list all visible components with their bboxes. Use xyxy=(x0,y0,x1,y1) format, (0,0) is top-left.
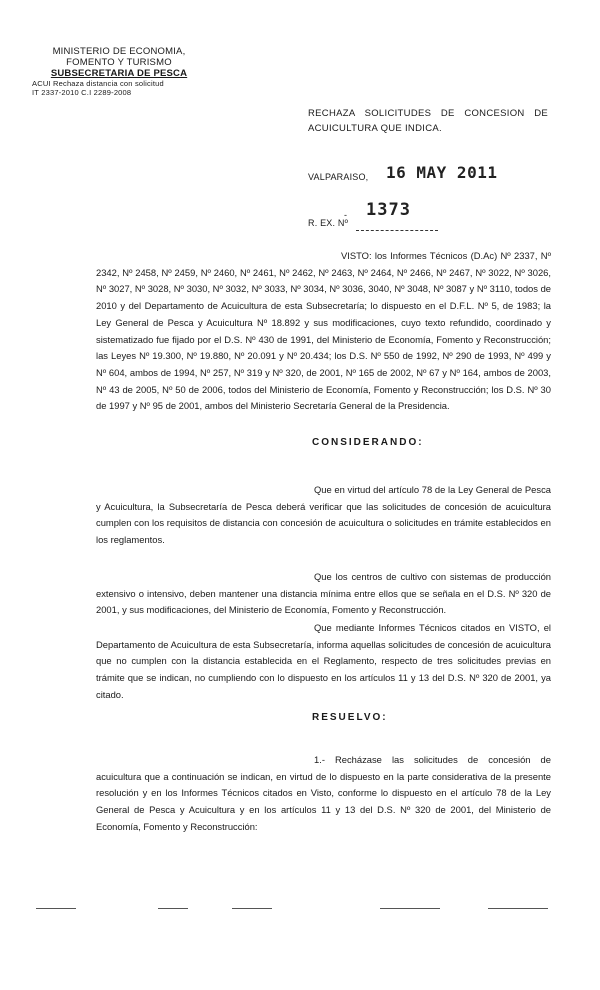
considerando-paragraph-1: Que en virtud del artículo 78 de la Ley General de Pesca y Acuicultura, la Subsecretaría de Pesca deberá verificar que las solicitudes de concesión de acuicultura cumplen con los requisitos de distancia con concesión de acuicultura o solicitudes en trámite establecidos en los reglamentos. xyxy=(96,484,551,546)
resolution-dash: - xyxy=(344,210,347,220)
resolution-underline xyxy=(356,230,438,231)
letterhead xyxy=(24,46,214,97)
visto-paragraph: VISTO: los Informes Técnicos (D.Ac) Nº 2337, Nº 2342, Nº 2458, Nº 2459, Nº 2460, Nº 2461, Nº 2462, Nº 2463, Nº 2464, Nº 2466, Nº 2467, Nº 3022, Nº 3026, Nº 3027, Nº 3028, Nº 3030, Nº 3032, Nº 3033, Nº 3034, Nº 3036, 3040, Nº 3048, Nº 3087 y Nº 3110, todos de 2010 y del Departamento de Acuicultura de esta Subsecretaría; lo dispuesto en el D.F.L. Nº 5, de 1983; la Ley General de Pesca y Acuicultura Nº 18.892 y sus modificaciones, cuyo texto refundido, coordinado y sistematizado fue fijado por el D.S. Nº 430 de 1991, del Ministerio de Economía, Fomento y Reconstrucción; las Leyes Nº 19.300, Nº 19.880, Nº 20.091 y Nº 20.434; los D.S. Nº 550 de 1992, Nº 290 de 1993, Nº 499 y Nº 604, ambos de 1994, Nº 257, Nº 319 y Nº 320, de 2001, Nº 165 de 2002, Nº 67 y Nº 164, ambos de 2003, Nº 43 de 2005, Nº 50 de 2006, todos del Ministerio de Economía, Fomento y Reconstrucción; los D.S. Nº 30 de 1997 y Nº 95 de 2001, ambos del Ministerio Secretaría General de la Presidencia. xyxy=(96,250,551,412)
letterhead-subsecretaria: SUBSECRETARIA DE PESCA xyxy=(50,68,188,79)
resolution-label: R. EX. Nº xyxy=(308,218,349,228)
resolution-number-row xyxy=(308,200,508,230)
resuelvo-heading: RESUELVO: xyxy=(312,712,388,723)
document-subject: RECHAZA SOLICITUDES DE CONCESION DE ACUICULTURA QUE INDICA. xyxy=(308,108,548,134)
resolution-number-stamp: 1373 xyxy=(366,200,411,220)
table-header-line-1 xyxy=(36,908,76,909)
resuelvo-item-1: 1.- Recházase las solicitudes de concesión de acuicultura que a continuación se indican, en virtud de lo dispuesto en la parte considerativa de la presente resolución y en los Informes Técnicos citados en Visto, conforme lo dispuesto en el artículo 78 de la Ley General de Pesca y Acuicultura y en los artículos 11 y 13 del D.S. Nº 320 de 2001, del Ministerio de Economía, Fomento y Reconstrucción: xyxy=(96,754,551,832)
considerando-heading: CONSIDERANDO: xyxy=(312,437,424,448)
place-date-row xyxy=(308,163,588,185)
letterhead-reference: ACUI Rechaza distancia con solicitud xyxy=(32,79,164,88)
place-label: VALPARAISO, xyxy=(308,172,369,182)
table-header-line-5 xyxy=(488,908,548,909)
letterhead-file-code: IT 2337-2010 C.I 2289-2008 xyxy=(32,88,132,97)
date-stamp: 16 MAY 2011 xyxy=(386,163,498,182)
considerando-paragraph-2: Que los centros de cultivo con sistemas de producción extensivo o intensivo, deben mantener una distancia mínima entre ellos que se señala en el D.S. Nº 320 de 2001, y sus modificaciones, del Ministerio de Economía, Fomento y Reconstrucción. xyxy=(96,571,551,616)
table-header-line-4 xyxy=(380,908,440,909)
table-header-line-2 xyxy=(158,908,188,909)
letterhead-ministry: MINISTERIO DE ECONOMIA, xyxy=(52,46,186,57)
letterhead-ministry-cont: FOMENTO Y TURISMO xyxy=(66,57,172,68)
considerando-paragraph-3: Que mediante Informes Técnicos citados en VISTO, el Departamento de Acuicultura de esta Subsecretaría, informa aquellas solicitudes de concesión de acuicultura que no cumplen con la distancia establecida en el Reglamento, respecto de tres solicitudes previas en trámite que se indican, no cumpliendo con lo dispuesto en los artículos 11 y 13 del D.S. Nº 320 de 2001, ya citado. xyxy=(96,622,551,700)
table-header-line-3 xyxy=(232,908,272,909)
